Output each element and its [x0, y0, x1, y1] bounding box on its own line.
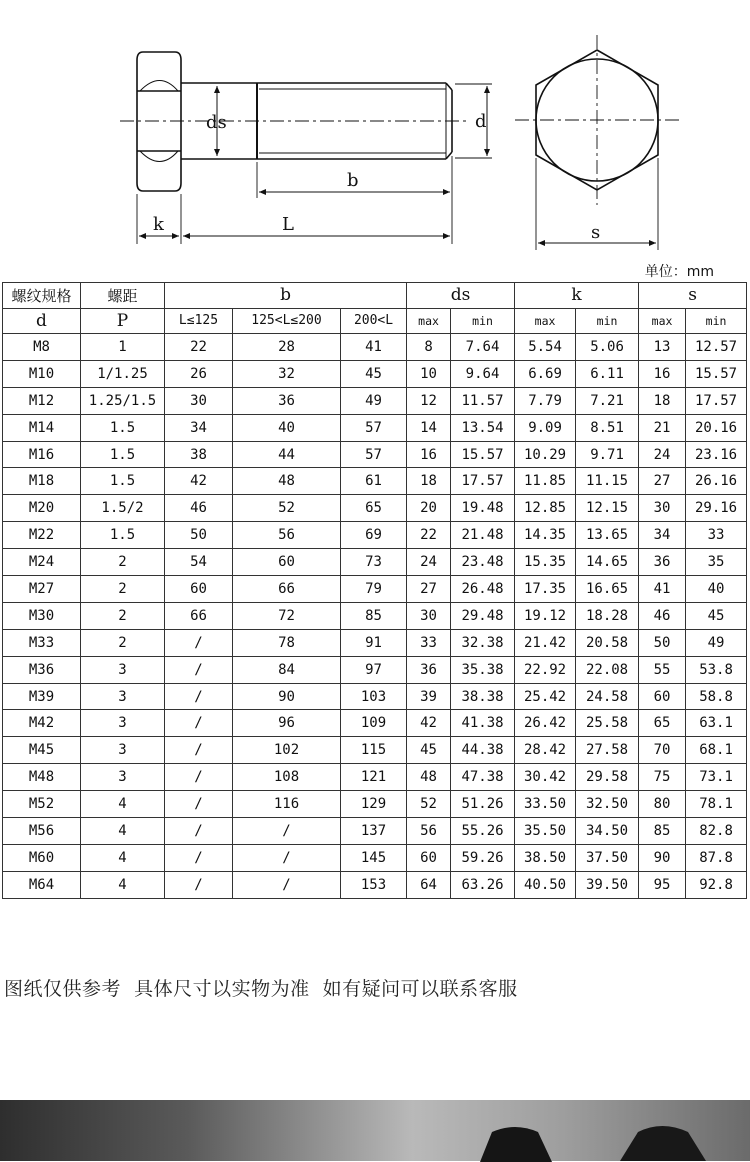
header-b-l125: L≤125 [165, 308, 233, 334]
cell-s-min: 20.16 [686, 414, 747, 441]
cell-pitch: 3 [81, 656, 165, 683]
cell-b-l200: / [233, 818, 341, 845]
header-s: s [639, 283, 747, 309]
cell-ds-min: 59.26 [451, 844, 515, 871]
cell-k-min: 34.50 [576, 818, 639, 845]
table-row [3, 710, 747, 737]
cell-ds-max: 8 [407, 334, 451, 361]
cell-s-min: 73.1 [686, 764, 747, 791]
cell-ds-max: 30 [407, 602, 451, 629]
cell-d: M56 [3, 818, 81, 845]
cell-s-min: 40 [686, 576, 747, 603]
cell-d: M16 [3, 441, 81, 468]
cell-pitch: 1.5 [81, 468, 165, 495]
cell-ds-max: 27 [407, 576, 451, 603]
cell-k-min: 13.65 [576, 522, 639, 549]
cell-ds-min: 13.54 [451, 414, 515, 441]
table-row [3, 495, 747, 522]
cell-b-over200: 65 [341, 495, 407, 522]
cell-b-l125: / [165, 764, 233, 791]
cell-b-over200: 91 [341, 629, 407, 656]
cell-pitch: 4 [81, 818, 165, 845]
cell-d: M30 [3, 602, 81, 629]
cell-b-l125: 42 [165, 468, 233, 495]
table-row [3, 791, 747, 818]
cell-k-min: 37.50 [576, 844, 639, 871]
cell-b-l125: 50 [165, 522, 233, 549]
cell-d: M24 [3, 549, 81, 576]
cell-k-max: 12.85 [515, 495, 576, 522]
cell-s-max: 16 [639, 360, 686, 387]
dim-label-ds: ds [206, 112, 227, 133]
cell-s-max: 60 [639, 683, 686, 710]
bolt-head-photo-right [612, 1120, 712, 1161]
cell-d: M14 [3, 414, 81, 441]
cell-s-max: 95 [639, 871, 686, 898]
table-row [3, 468, 747, 495]
cell-ds-min: 38.38 [451, 683, 515, 710]
cell-k-max: 35.50 [515, 818, 576, 845]
cell-s-min: 87.8 [686, 844, 747, 871]
table-body [3, 334, 747, 899]
cell-k-max: 7.79 [515, 387, 576, 414]
cell-b-l200: 36 [233, 387, 341, 414]
cell-k-min: 9.71 [576, 441, 639, 468]
cell-b-l125: / [165, 791, 233, 818]
cell-ds-min: 41.38 [451, 710, 515, 737]
cell-ds-max: 39 [407, 683, 451, 710]
cell-k-max: 38.50 [515, 844, 576, 871]
cell-k-min: 11.15 [576, 468, 639, 495]
cell-pitch: 1.5 [81, 414, 165, 441]
cell-k-min: 5.06 [576, 334, 639, 361]
cell-b-over200: 85 [341, 602, 407, 629]
table-header-row-2 [3, 308, 747, 334]
cell-pitch: 2 [81, 549, 165, 576]
cell-s-min: 45 [686, 602, 747, 629]
cell-s-max: 80 [639, 791, 686, 818]
cell-k-max: 21.42 [515, 629, 576, 656]
cell-pitch: 1 [81, 334, 165, 361]
unit-note: 单位：mm [644, 264, 714, 280]
table-header-row-1 [3, 283, 747, 309]
cell-pitch: 3 [81, 683, 165, 710]
cell-pitch: 3 [81, 737, 165, 764]
cell-b-over200: 129 [341, 791, 407, 818]
cell-b-over200: 145 [341, 844, 407, 871]
cell-s-max: 90 [639, 844, 686, 871]
cell-ds-max: 48 [407, 764, 451, 791]
cell-k-max: 9.09 [515, 414, 576, 441]
cell-k-max: 22.92 [515, 656, 576, 683]
header-k-max: max [515, 308, 576, 334]
cell-k-min: 7.21 [576, 387, 639, 414]
cell-s-max: 46 [639, 602, 686, 629]
header-b-over200: 200<L [341, 308, 407, 334]
cell-b-over200: 109 [341, 710, 407, 737]
cell-pitch: 4 [81, 871, 165, 898]
cell-b-l200: 78 [233, 629, 341, 656]
cell-b-over200: 103 [341, 683, 407, 710]
cell-ds-min: 15.57 [451, 441, 515, 468]
header-ds-max: max [407, 308, 451, 334]
cell-pitch: 4 [81, 791, 165, 818]
cell-b-l200: 72 [233, 602, 341, 629]
cell-s-max: 85 [639, 818, 686, 845]
cell-ds-max: 33 [407, 629, 451, 656]
cell-k-min: 39.50 [576, 871, 639, 898]
table-row [3, 764, 747, 791]
cell-b-l125: 60 [165, 576, 233, 603]
bolt-head-top-view [515, 35, 680, 250]
cell-d: M48 [3, 764, 81, 791]
cell-ds-min: 35.38 [451, 656, 515, 683]
cell-ds-max: 45 [407, 737, 451, 764]
cell-pitch: 1/1.25 [81, 360, 165, 387]
cell-ds-max: 42 [407, 710, 451, 737]
header-P: P [81, 308, 165, 334]
table-row [3, 602, 747, 629]
cell-k-min: 27.58 [576, 737, 639, 764]
cell-b-over200: 45 [341, 360, 407, 387]
cell-pitch: 3 [81, 764, 165, 791]
cell-b-l125: / [165, 818, 233, 845]
cell-d: M8 [3, 334, 81, 361]
header-b-l200: 125<L≤200 [233, 308, 341, 334]
cell-s-min: 17.57 [686, 387, 747, 414]
cell-ds-min: 19.48 [451, 495, 515, 522]
cell-k-max: 26.42 [515, 710, 576, 737]
cell-k-min: 14.65 [576, 549, 639, 576]
cell-ds-max: 56 [407, 818, 451, 845]
cell-b-over200: 69 [341, 522, 407, 549]
table-row [3, 629, 747, 656]
cell-ds-min: 32.38 [451, 629, 515, 656]
cell-d: M27 [3, 576, 81, 603]
cell-s-min: 26.16 [686, 468, 747, 495]
cell-ds-max: 60 [407, 844, 451, 871]
cell-ds-max: 36 [407, 656, 451, 683]
cell-pitch: 3 [81, 710, 165, 737]
table-row [3, 818, 747, 845]
cell-d: M36 [3, 656, 81, 683]
cell-pitch: 1.5 [81, 441, 165, 468]
disclaimer-text: 图纸仅供参考 具体尺寸以实物为准 如有疑问可以联系客服 [4, 978, 518, 1000]
cell-b-over200: 61 [341, 468, 407, 495]
header-ds: ds [407, 283, 515, 309]
table-row [3, 334, 747, 361]
table-row [3, 871, 747, 898]
cell-s-min: 92.8 [686, 871, 747, 898]
table-row [3, 387, 747, 414]
cell-k-max: 30.42 [515, 764, 576, 791]
cell-ds-min: 29.48 [451, 602, 515, 629]
cell-ds-min: 47.38 [451, 764, 515, 791]
cell-b-over200: 57 [341, 414, 407, 441]
cell-k-max: 14.35 [515, 522, 576, 549]
cell-ds-min: 63.26 [451, 871, 515, 898]
header-ds-min: min [451, 308, 515, 334]
cell-b-l200: 40 [233, 414, 341, 441]
cell-ds-max: 10 [407, 360, 451, 387]
cell-s-min: 58.8 [686, 683, 747, 710]
cell-k-max: 11.85 [515, 468, 576, 495]
cell-ds-max: 20 [407, 495, 451, 522]
dim-label-s: s [591, 222, 601, 243]
dim-label-k: k [153, 214, 164, 235]
cell-k-min: 16.65 [576, 576, 639, 603]
cell-s-max: 24 [639, 441, 686, 468]
cell-b-l200: 56 [233, 522, 341, 549]
header-k: k [515, 283, 639, 309]
cell-ds-min: 7.64 [451, 334, 515, 361]
cell-b-l200: / [233, 871, 341, 898]
cell-b-l200: 84 [233, 656, 341, 683]
table-row [3, 844, 747, 871]
cell-s-max: 41 [639, 576, 686, 603]
header-pitch: 螺距 [81, 283, 165, 309]
cell-k-min: 6.11 [576, 360, 639, 387]
table-row [3, 414, 747, 441]
cell-d: M33 [3, 629, 81, 656]
header-s-max: max [639, 308, 686, 334]
cell-b-l200: / [233, 844, 341, 871]
cell-ds-min: 9.64 [451, 360, 515, 387]
cell-b-over200: 41 [341, 334, 407, 361]
cell-s-max: 65 [639, 710, 686, 737]
cell-ds-max: 16 [407, 441, 451, 468]
cell-ds-min: 51.26 [451, 791, 515, 818]
cell-ds-min: 17.57 [451, 468, 515, 495]
cell-pitch: 2 [81, 629, 165, 656]
cell-s-min: 12.57 [686, 334, 747, 361]
dim-label-L: L [282, 214, 294, 235]
cell-s-min: 15.57 [686, 360, 747, 387]
cell-s-max: 18 [639, 387, 686, 414]
table-row [3, 683, 747, 710]
cell-b-l200: 96 [233, 710, 341, 737]
cell-ds-min: 55.26 [451, 818, 515, 845]
cell-ds-min: 23.48 [451, 549, 515, 576]
cell-s-max: 55 [639, 656, 686, 683]
cell-pitch: 1.5 [81, 522, 165, 549]
cell-b-over200: 137 [341, 818, 407, 845]
cell-b-l125: 34 [165, 414, 233, 441]
cell-ds-min: 21.48 [451, 522, 515, 549]
cell-k-max: 28.42 [515, 737, 576, 764]
cell-d: M10 [3, 360, 81, 387]
cell-ds-max: 18 [407, 468, 451, 495]
cell-k-max: 19.12 [515, 602, 576, 629]
cell-s-min: 35 [686, 549, 747, 576]
cell-ds-max: 64 [407, 871, 451, 898]
cell-b-l200: 90 [233, 683, 341, 710]
bolt-side-view [120, 52, 492, 244]
table-row [3, 360, 747, 387]
cell-s-max: 13 [639, 334, 686, 361]
cell-ds-max: 22 [407, 522, 451, 549]
cell-b-over200: 73 [341, 549, 407, 576]
bolt-technical-drawing [0, 0, 750, 260]
cell-b-l125: / [165, 710, 233, 737]
table-row [3, 576, 747, 603]
cell-k-max: 15.35 [515, 549, 576, 576]
cell-d: M60 [3, 844, 81, 871]
cell-k-max: 5.54 [515, 334, 576, 361]
cell-k-max: 10.29 [515, 441, 576, 468]
cell-b-l125: 66 [165, 602, 233, 629]
cell-b-over200: 153 [341, 871, 407, 898]
cell-s-max: 50 [639, 629, 686, 656]
cell-ds-min: 26.48 [451, 576, 515, 603]
cell-s-min: 53.8 [686, 656, 747, 683]
dim-label-b: b [347, 170, 359, 191]
cell-b-l200: 32 [233, 360, 341, 387]
cell-s-max: 27 [639, 468, 686, 495]
cell-ds-min: 44.38 [451, 737, 515, 764]
cell-k-min: 20.58 [576, 629, 639, 656]
cell-k-min: 18.28 [576, 602, 639, 629]
cell-b-l200: 48 [233, 468, 341, 495]
cell-b-l125: / [165, 871, 233, 898]
table-row [3, 441, 747, 468]
table-row [3, 522, 747, 549]
cell-b-l200: 44 [233, 441, 341, 468]
cell-b-over200: 115 [341, 737, 407, 764]
cell-s-max: 21 [639, 414, 686, 441]
cell-d: M42 [3, 710, 81, 737]
cell-k-max: 33.50 [515, 791, 576, 818]
cell-k-max: 40.50 [515, 871, 576, 898]
cell-d: M64 [3, 871, 81, 898]
cell-b-l125: / [165, 683, 233, 710]
product-photo [0, 1100, 750, 1161]
cell-b-l200: 52 [233, 495, 341, 522]
table-row [3, 737, 747, 764]
cell-b-l125: / [165, 629, 233, 656]
cell-b-over200: 57 [341, 441, 407, 468]
header-k-min: min [576, 308, 639, 334]
cell-b-l200: 116 [233, 791, 341, 818]
cell-d: M18 [3, 468, 81, 495]
cell-d: M52 [3, 791, 81, 818]
cell-s-min: 33 [686, 522, 747, 549]
cell-pitch: 1.25/1.5 [81, 387, 165, 414]
cell-b-l125: / [165, 656, 233, 683]
cell-k-min: 29.58 [576, 764, 639, 791]
cell-b-l125: 22 [165, 334, 233, 361]
cell-b-l200: 60 [233, 549, 341, 576]
cell-s-max: 70 [639, 737, 686, 764]
cell-d: M12 [3, 387, 81, 414]
cell-b-over200: 49 [341, 387, 407, 414]
cell-pitch: 1.5/2 [81, 495, 165, 522]
cell-b-l125: 38 [165, 441, 233, 468]
cell-s-max: 75 [639, 764, 686, 791]
cell-ds-min: 11.57 [451, 387, 515, 414]
cell-s-min: 78.1 [686, 791, 747, 818]
cell-s-min: 23.16 [686, 441, 747, 468]
header-thread: 螺纹规格 [3, 283, 81, 309]
cell-k-min: 25.58 [576, 710, 639, 737]
dim-label-d: d [475, 111, 487, 132]
cell-pitch: 4 [81, 844, 165, 871]
bolt-spec-table [2, 282, 747, 899]
cell-pitch: 2 [81, 602, 165, 629]
cell-s-max: 30 [639, 495, 686, 522]
cell-k-min: 24.58 [576, 683, 639, 710]
cell-k-max: 25.42 [515, 683, 576, 710]
cell-ds-max: 14 [407, 414, 451, 441]
cell-k-min: 32.50 [576, 791, 639, 818]
cell-pitch: 2 [81, 576, 165, 603]
cell-d: M39 [3, 683, 81, 710]
cell-b-l200: 102 [233, 737, 341, 764]
cell-d: M22 [3, 522, 81, 549]
cell-k-max: 17.35 [515, 576, 576, 603]
cell-b-over200: 97 [341, 656, 407, 683]
cell-b-l200: 28 [233, 334, 341, 361]
cell-b-l125: / [165, 737, 233, 764]
cell-k-min: 8.51 [576, 414, 639, 441]
cell-d: M45 [3, 737, 81, 764]
cell-b-over200: 79 [341, 576, 407, 603]
cell-b-l125: 26 [165, 360, 233, 387]
cell-k-min: 22.08 [576, 656, 639, 683]
cell-ds-max: 52 [407, 791, 451, 818]
header-d: d [3, 308, 81, 334]
cell-s-min: 29.16 [686, 495, 747, 522]
cell-k-max: 6.69 [515, 360, 576, 387]
bolt-head-photo-left [470, 1122, 560, 1162]
cell-b-l125: 46 [165, 495, 233, 522]
cell-s-min: 63.1 [686, 710, 747, 737]
cell-d: M20 [3, 495, 81, 522]
cell-s-min: 49 [686, 629, 747, 656]
table-row [3, 549, 747, 576]
cell-s-max: 36 [639, 549, 686, 576]
cell-s-max: 34 [639, 522, 686, 549]
cell-b-l200: 66 [233, 576, 341, 603]
header-s-min: min [686, 308, 747, 334]
header-b: b [165, 283, 407, 309]
cell-b-l125: / [165, 844, 233, 871]
cell-b-l200: 108 [233, 764, 341, 791]
cell-b-l125: 54 [165, 549, 233, 576]
cell-ds-max: 24 [407, 549, 451, 576]
cell-ds-max: 12 [407, 387, 451, 414]
cell-k-min: 12.15 [576, 495, 639, 522]
cell-s-min: 82.8 [686, 818, 747, 845]
cell-b-l125: 30 [165, 387, 233, 414]
cell-b-over200: 121 [341, 764, 407, 791]
cell-s-min: 68.1 [686, 737, 747, 764]
table-row [3, 656, 747, 683]
